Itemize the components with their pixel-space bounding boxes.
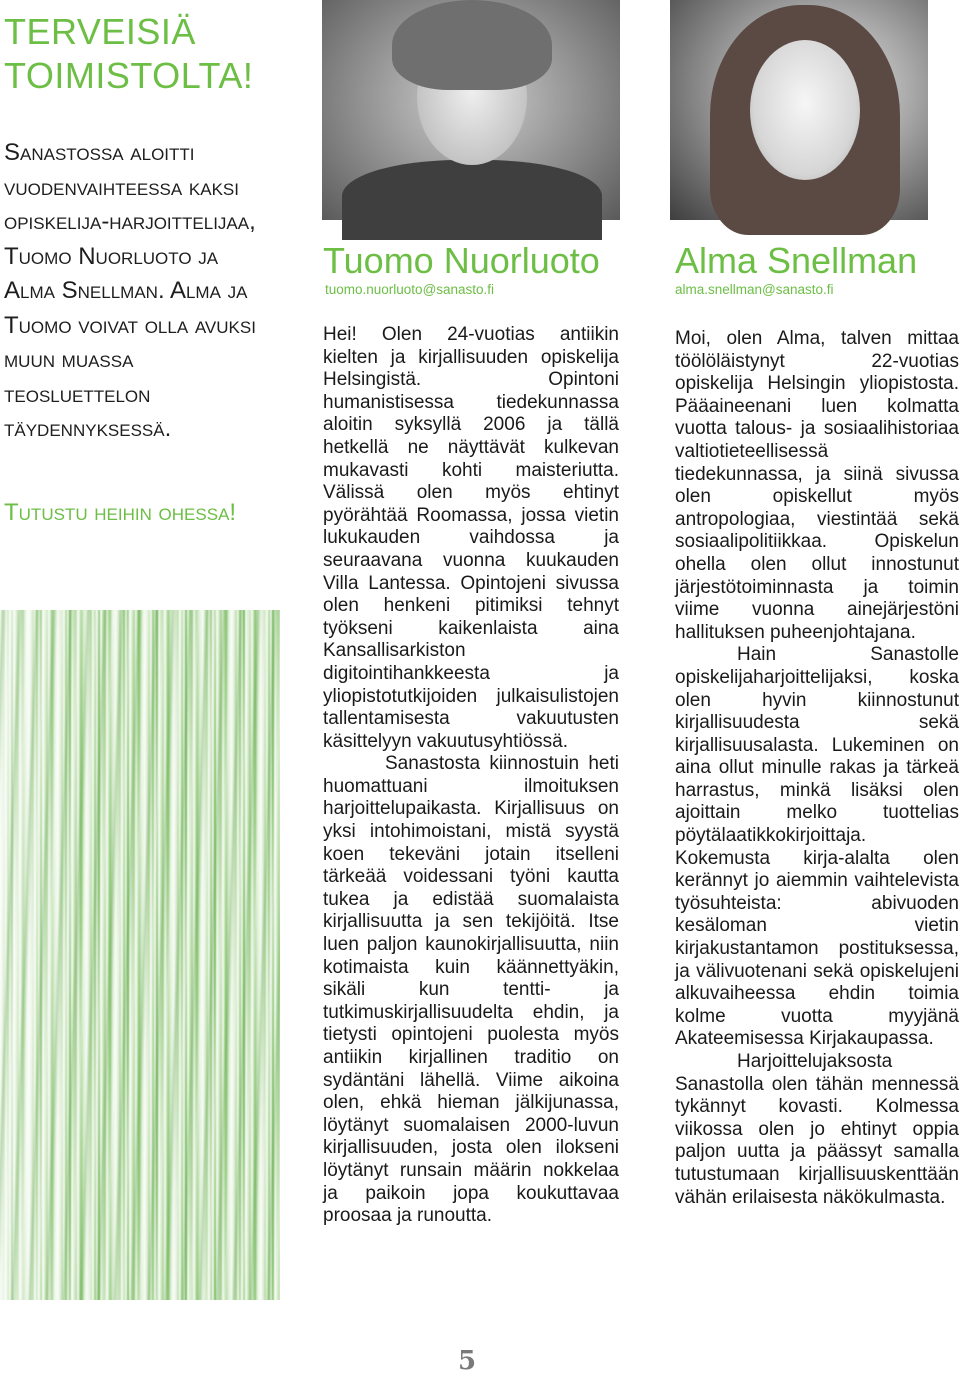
intro-text: Sanastossa aloitti vuodenvaihteessa kaksi opiskelija-harjoittelijaa, Tuomo Nuorluoto ja Alma Snellman. Alma ja Tuomo voivat olla avuksi muun muassa teosluettelon täydennyksessä. bbox=[4, 139, 256, 442]
portrait-shirt-shape bbox=[342, 160, 602, 240]
bio-paragraph: Hain Sanastolle opiskelijaharjoittelijaksi, koska olen hyvin kiinnostunut kirjallisuudesta sekä kirjallisuusalasta. Lukeminen on aina ollut minulle rakas ja tärkeä harrastus, minkä lisäksi olen ajoittain melko tuottelias pöytälaatikkokirjoittaja. Kokemusta kirja-alalta olen kerännyt jo aiemmin vaihtelevista työsuhteista: abivuoden kesäloman vietin kirjakustantamon postituksessa, ja välivuotenani sekä opiskelujeni alkuvaiheessa ehdin toimia kolme vuotta myyjänä Akateemisessa Kirjakaupassa. bbox=[675, 644, 959, 1050]
grass-image-texture bbox=[0, 610, 280, 1300]
page-headline: TERVEISIÄ TOIMISTOLTA! bbox=[4, 11, 254, 96]
bio-paragraph: Hei! Olen 24-vuotias antiikin kielten ja kirjallisuuden opiskelija Helsingistä. Opintoni humanistisessa tiedekunnassa aloitin syksyllä 2006 ja tällä hetkellä ne näyttävät kulkevan mukavasti kohti maisteriutta. Välissä olen myös ehtinyt pyörähtää Roomassa, jossa vietin lukukauden vaihdossa ja seuraavana vuonna kuukauden Villa Lantessa. Opintojeni sivussa olen henkeni pitimiksi tehnyt työkseni kaikenlaista aina Kansallisarkiston digitointihankkeesta ja yliopistotutkijoiden julkaisulistojen tallentamisesta vakuutusten käsittelyyn vakuutusyhtiössä. bbox=[323, 324, 619, 752]
alma-portrait-photo bbox=[670, 0, 928, 220]
bio-paragraph: Moi, olen Alma, talven mittaa töölöläistynyt 22-vuotias opiskelija Helsingin yliopistosta. Pääaineenani luen kolmatta vuotta talous- ja sosiaalihistoriaa valtiotieteellisessä tiedekunnassa, ja siinä sivussa olen opiskellut myös antropologiaa, viestintää sekä sosiaalipolitiikkaa. Opiskelun ohella olen ollut innostunut järjestötoiminnasta ja toimin viime vuonna ainejärjestöni hallituksen puheenjohtajana. bbox=[675, 328, 959, 643]
page-number: 5 bbox=[458, 1346, 477, 1376]
portrait-face-shape bbox=[750, 40, 860, 180]
profile-name-alma: Alma Snellman bbox=[675, 240, 918, 281]
intro-call-to-action: Tutustu heihin ohessa! bbox=[4, 499, 237, 526]
profile-email-tuomo[interactable]: tuomo.nuorluoto@sanasto.fi bbox=[325, 282, 495, 297]
bio-paragraph: Sanastosta kiinnostuin heti huomattuani ilmoituksen harjoittelupaikasta. Kirjallisuus on yksi intohimoistani, mistä syystä koen tekeväni jotain itselleni tärkeää voidessani työni kautta tukea ja edistää suomalaista kirjallisuutta ja sen tekijöitä. Itse luen paljon kaunokirjallisuutta, niin kotimaista kuin käännettyäkin, sikäli kun tentti- ja tutkimuskirjallisuudelta ehdin, ja tietysti opintojeni puolesta myös antiikin kirjallinen traditio on sydäntäni lähellä. Viime aikoina olen, ehkä hieman jälkijunassa, löytänyt suomalaisen 2000-luvun kirjallisuuden, josta olen ilokseni löytänyt runsain määrin nokkelaa ja paikoin jopa koukuttavaa proosaa ja runoutta. bbox=[323, 753, 619, 1227]
profile-email-alma[interactable]: alma.snellman@sanasto.fi bbox=[675, 282, 834, 297]
profile-name-tuomo: Tuomo Nuorluoto bbox=[323, 240, 600, 281]
portrait-hair-shape bbox=[392, 0, 552, 90]
bio-paragraph: Harjoittelujaksosta Sanastolla olen tähän mennessä tykännyt kovasti. Kolmessa viikossa olen jo ehtinyt oppia paljon uutta ja päässyt samalla tutustumaan kirjallisuuskenttään vähän erilaisesta näkökulmasta. bbox=[675, 1051, 959, 1208]
tuomo-portrait-photo bbox=[322, 0, 620, 220]
profile-bio-alma bbox=[675, 328, 959, 1209]
sidebar bbox=[0, 0, 290, 1378]
profile-bio-tuomo bbox=[323, 324, 619, 1228]
